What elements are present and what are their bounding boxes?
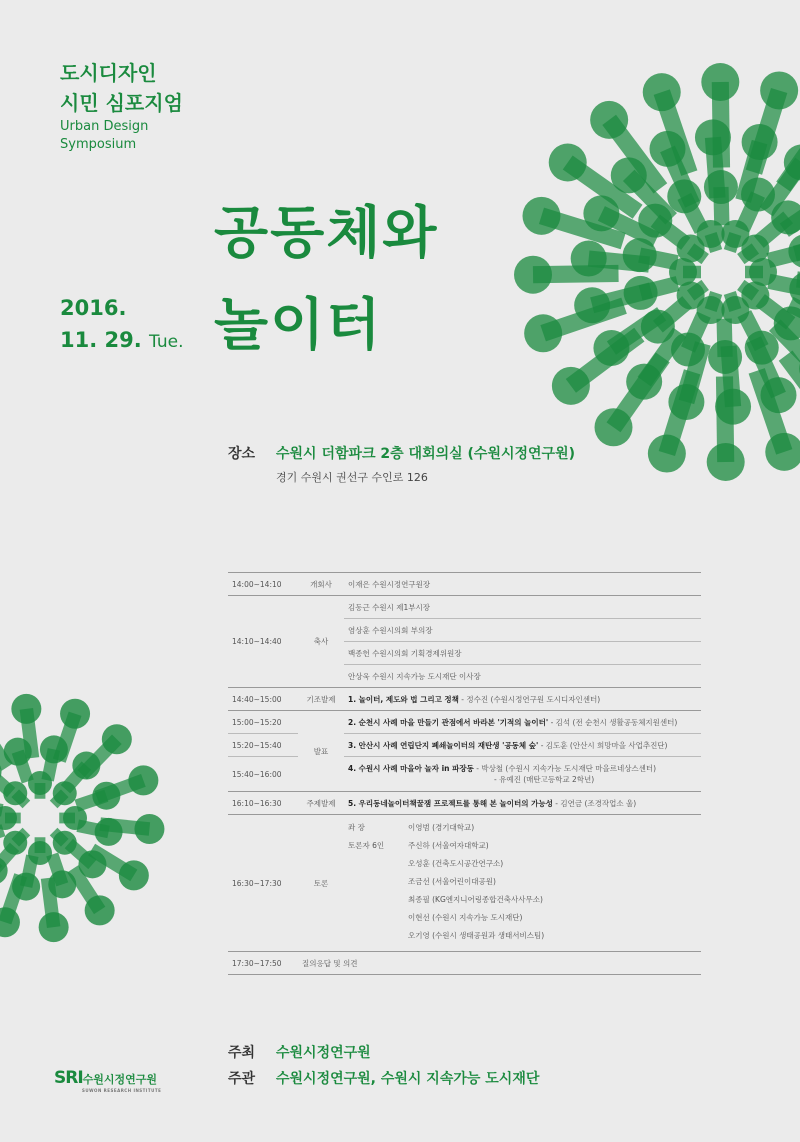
table-row [228, 815, 701, 952]
logo-subtitle: SUWON RESEARCH INSTITUTE [82, 1088, 162, 1093]
molecule-link [69, 843, 93, 864]
molecule-link [0, 847, 15, 871]
row-time: 16:30~17:30 [228, 815, 298, 952]
row-content: 이재은 수원시정연구원장 [344, 573, 701, 596]
molecule-link [741, 285, 756, 296]
row-time: 17:30~17:50 [228, 952, 298, 975]
molecule-link [589, 259, 649, 265]
main-title-line1: 공동체와 [214, 201, 439, 266]
manage-label: 주관 [228, 1071, 256, 1087]
molecule-link [691, 248, 706, 259]
role-panel: 토론자 6인 [348, 841, 385, 850]
row-category: 발표 [298, 711, 344, 792]
talk-speaker: - 정수진 (수원시정연구원 도시디자인센터) [458, 694, 601, 704]
discussion-panel [344, 815, 701, 952]
molecule-core [26, 804, 54, 832]
venue-info [228, 442, 575, 490]
date-weekday: Tue. [149, 332, 184, 352]
table-row [228, 596, 701, 619]
date-day: 11. 29. [60, 328, 142, 352]
panelist: 이현선 (수원시 지속가능 도시재단) [408, 913, 523, 922]
discussion-people [408, 819, 544, 945]
logo-mark: SRI [54, 1068, 83, 1088]
talk-title: 1. 놀이터, 제도와 법 그리고 정책 [348, 694, 459, 704]
row-content [344, 711, 701, 734]
molecule-link [26, 709, 32, 758]
molecule-link [724, 376, 725, 461]
molecule-link [691, 285, 706, 296]
molecule-link [5, 875, 21, 922]
talk-speaker: - 김도훈 (안산시 희망마을 사업추진단) [538, 740, 668, 750]
role-chair: 좌 장 [348, 823, 365, 832]
discussion-roles [348, 819, 408, 945]
talk-title: 2. 순천시 사례 마을 만들기 관점에서 바라본 '기적의 놀이터' [348, 717, 549, 727]
row-time: 15:20~15:40 [228, 734, 298, 757]
venue-label: 장소 [228, 446, 256, 462]
row-content [344, 792, 701, 815]
talk-speaker: - 박상철 (수원시 지속가능 도시재단 마을르네상스센터) [473, 764, 657, 773]
talk-speaker: - 김연금 (조경작업소 울) [552, 798, 637, 808]
congrats-speaker: 염상훈 수원시의회 부의장 [344, 619, 701, 642]
row-time: 15:00~15:20 [228, 711, 298, 734]
molecule-link [533, 273, 618, 274]
molecule-link [720, 82, 721, 167]
molecule-link [730, 293, 736, 310]
manage-value: 수원시정연구원, 수원시 지속가능 도시재단 [276, 1071, 540, 1087]
row-time: 14:10~14:40 [228, 596, 298, 688]
panelist: 이영범 (경기대학교) [408, 823, 475, 832]
molecule-link [711, 234, 717, 251]
title-ko-line2: 시민 심포지엄 [60, 91, 183, 115]
molecule-link [754, 90, 779, 172]
molecule-link [667, 372, 692, 454]
talk-speaker: - 김석 (전 순천시 생활공동체지원센터) [548, 717, 678, 727]
row-time: 14:40~15:00 [228, 688, 298, 711]
row-category: 축사 [298, 596, 344, 688]
row-category: 토론 [298, 815, 344, 952]
congrats-speaker: 김동근 수원시 제1부시장 [344, 596, 701, 619]
organizers [228, 1040, 539, 1092]
title-en-line1: Urban Design [60, 119, 149, 134]
row-time: 16:10~16:30 [228, 792, 298, 815]
talk-speaker-2: - 유예진 (매탄고등학교 2학년) [494, 775, 595, 784]
table-row [228, 792, 701, 815]
molecule-link [0, 804, 2, 810]
molecule-link [760, 300, 790, 323]
row-category: 개회사 [298, 573, 344, 596]
molecule-link [0, 830, 3, 840]
molecule-link [48, 878, 54, 927]
molecule-link [730, 234, 736, 251]
molecule-graphic-small [0, 668, 170, 968]
panelist: 주신하 (서울여자대학교) [408, 841, 489, 850]
panelist: 조금선 (서울어린이대공원) [408, 877, 496, 886]
row-category: 주제발제 [298, 792, 344, 815]
molecule-link [48, 749, 54, 780]
table-row [228, 952, 701, 975]
molecule-link [655, 221, 685, 244]
talk-title: 5. 우리동네놀이터책꿀잼 프로젝트를 통해 본 놀이터의 가능성 [348, 798, 553, 808]
talk-title: 3. 안산시 사례 연립단지 폐쇄놀이터의 재탄생 '공동체 숲' [348, 740, 539, 750]
symposium-title-ko [60, 58, 183, 118]
molecule-link [711, 293, 717, 310]
molecule-link [26, 856, 32, 887]
row-time: 14:00~14:10 [228, 573, 298, 596]
main-title-line2: 놀이터 [214, 293, 383, 358]
panelist: 오기영 (수원시 생태공원과 생태서비스팀) [408, 931, 545, 940]
title-en-line2: Symposium [60, 137, 137, 152]
event-date [60, 292, 183, 358]
sri-logo [54, 1068, 161, 1093]
host-value: 수원시정연구원 [276, 1045, 371, 1061]
congrats-speaker: 안상욱 수원시 지속가능 도시재단 이사장 [344, 665, 701, 688]
row-content [344, 757, 701, 792]
molecule-link [100, 824, 149, 829]
row-content [344, 688, 701, 711]
venue-address: 경기 수원시 권선구 수인로 126 [276, 471, 428, 484]
molecule-link [59, 714, 75, 761]
molecule-graphic-large [480, 30, 800, 500]
congrats-speaker: 백종헌 수원시의회 기획경제위원장 [344, 642, 701, 665]
row-content: 질의응답 및 의견 [298, 952, 701, 975]
panelist: 오성훈 (건축도시공간연구소) [408, 859, 504, 868]
table-row [228, 688, 701, 711]
host-label: 주최 [228, 1045, 256, 1061]
main-title [214, 188, 438, 372]
row-category: 기조발제 [298, 688, 344, 711]
table-row [228, 711, 701, 734]
schedule-table [228, 572, 701, 975]
molecule-link [0, 772, 11, 793]
talk-title: 4. 수원시 사례 마을아 놀자 in 파장동 [348, 764, 474, 773]
venue-name: 수원시 더함파크 2층 대회의실 (수원시정연구원) [276, 446, 575, 462]
title-ko-line1: 도시디자인 [60, 61, 157, 85]
table-row [228, 573, 701, 596]
molecule-link [741, 248, 756, 259]
row-content [344, 734, 701, 757]
date-year: 2016. [60, 296, 127, 320]
molecule-core [709, 258, 737, 286]
symposium-title-en [60, 118, 148, 154]
row-time: 15:40~16:00 [228, 757, 298, 792]
logo-name: 수원시정연구원 [82, 1073, 158, 1086]
panelist: 최종필 (KG엔지니어링종합건축사사무소) [408, 895, 543, 904]
molecule-link [769, 281, 800, 289]
